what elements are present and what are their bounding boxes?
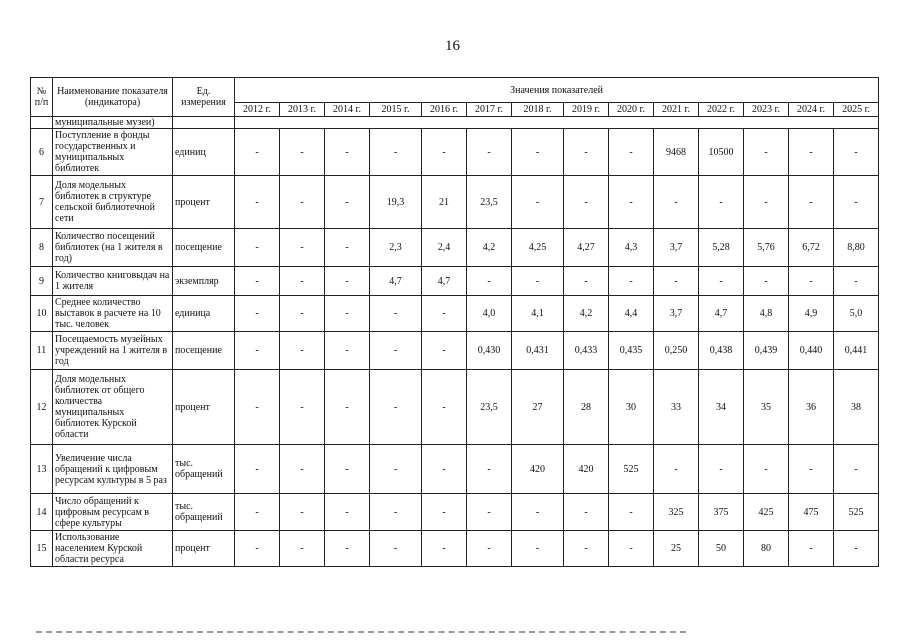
value-cell: 4,7: [370, 267, 422, 296]
value-cell: 375: [699, 494, 744, 531]
header-year: 2016 г.: [422, 103, 467, 117]
value-cell: 25: [654, 531, 699, 567]
unit-cell: тыс. обращений: [173, 494, 235, 531]
value-cell: -: [422, 332, 467, 370]
value-cell: 475: [789, 494, 834, 531]
value-cell: 4,7: [422, 267, 467, 296]
value-cell: -: [235, 267, 280, 296]
value-cell: 80: [744, 531, 789, 567]
value-cell: -: [370, 332, 422, 370]
value-cell: -: [564, 494, 609, 531]
row-number: 12: [31, 370, 53, 445]
value-cell: -: [422, 445, 467, 494]
value-cell: -: [512, 267, 564, 296]
header-num: № п/п: [31, 78, 53, 117]
value-cell: 0,250: [654, 332, 699, 370]
unit-cell: процент: [173, 531, 235, 567]
value-cell: 9468: [654, 129, 699, 176]
unit-cell: тыс. обращений: [173, 445, 235, 494]
value-cell: -: [235, 332, 280, 370]
value-cell: -: [280, 332, 325, 370]
value-cell: 525: [834, 494, 879, 531]
header-year: 2013 г.: [280, 103, 325, 117]
value-cell: -: [789, 445, 834, 494]
value-cell: -: [467, 129, 512, 176]
value-cell: -: [609, 176, 654, 229]
header-name: Наименование показателя (индикатора): [53, 78, 173, 117]
value-cell: 0,441: [834, 332, 879, 370]
value-cell: -: [370, 494, 422, 531]
value-cell: 2,3: [370, 229, 422, 267]
header-year: 2022 г.: [699, 103, 744, 117]
value-cell: -: [834, 531, 879, 567]
value-cell: 4,2: [564, 296, 609, 332]
value-cell: -: [467, 445, 512, 494]
value-cell: 4,0: [467, 296, 512, 332]
indicators-table: [30, 77, 879, 567]
value-cell: -: [325, 531, 370, 567]
value-cell: 23,5: [467, 370, 512, 445]
value-cell: -: [512, 129, 564, 176]
value-cell: -: [422, 129, 467, 176]
value-cell: 8,80: [834, 229, 879, 267]
table-row: [31, 531, 879, 567]
row-number: 10: [31, 296, 53, 332]
value-cell: -: [422, 370, 467, 445]
value-cell: 0,431: [512, 332, 564, 370]
table-row: [31, 296, 879, 332]
value-cell: 420: [564, 445, 609, 494]
indicator-name: Количество посещений библиотек (на 1 жителя в год): [53, 229, 173, 267]
value-cell: -: [699, 267, 744, 296]
table-row: [31, 494, 879, 531]
unit-cell: процент: [173, 370, 235, 445]
value-cell: -: [512, 176, 564, 229]
row-number: 8: [31, 229, 53, 267]
value-cell: 4,25: [512, 229, 564, 267]
value-cell: -: [609, 129, 654, 176]
value-cell: -: [325, 445, 370, 494]
value-cell: 38: [834, 370, 879, 445]
value-cell: -: [834, 129, 879, 176]
value-cell: -: [280, 176, 325, 229]
value-cell: -: [609, 267, 654, 296]
value-cell: -: [235, 296, 280, 332]
header-year: 2018 г.: [512, 103, 564, 117]
value-cell: -: [280, 494, 325, 531]
value-cell: 4,27: [564, 229, 609, 267]
indicator-name: Посещаемость музейных учреждений на 1 жителя в год: [53, 332, 173, 370]
unit-cell: процент: [173, 176, 235, 229]
value-cell: 34: [699, 370, 744, 445]
unit-cell: единиц: [173, 129, 235, 176]
value-cell: -: [467, 267, 512, 296]
value-cell: 10500: [699, 129, 744, 176]
value-cell: 0,440: [789, 332, 834, 370]
value-cell: -: [370, 370, 422, 445]
continuation-num: [31, 117, 53, 129]
value-cell: -: [744, 176, 789, 229]
value-cell: -: [654, 267, 699, 296]
value-cell: 4,4: [609, 296, 654, 332]
bottom-rule: [36, 631, 686, 633]
value-cell: 28: [564, 370, 609, 445]
value-cell: 4,7: [699, 296, 744, 332]
unit-cell: единица: [173, 296, 235, 332]
row-number: 9: [31, 267, 53, 296]
value-cell: -: [834, 445, 879, 494]
value-cell: 6,72: [789, 229, 834, 267]
value-cell: 4,2: [467, 229, 512, 267]
value-cell: -: [834, 176, 879, 229]
value-cell: -: [834, 267, 879, 296]
value-cell: 420: [512, 445, 564, 494]
header-year: 2014 г.: [325, 103, 370, 117]
row-number: 15: [31, 531, 53, 567]
value-cell: -: [512, 531, 564, 567]
row-number: 11: [31, 332, 53, 370]
value-cell: 4,9: [789, 296, 834, 332]
indicator-name: Использование населением Курской области ресурса: [53, 531, 173, 567]
value-cell: -: [325, 332, 370, 370]
value-cell: 4,3: [609, 229, 654, 267]
value-cell: -: [235, 129, 280, 176]
value-cell: -: [280, 296, 325, 332]
value-cell: 3,7: [654, 296, 699, 332]
value-cell: 5,76: [744, 229, 789, 267]
value-cell: 33: [654, 370, 699, 445]
indicator-name: Поступление в фонды государственных и муниципальных библиотек: [53, 129, 173, 176]
indicator-name: Увеличение числа обращений к цифровым ресурсам культуры в 5 раз: [53, 445, 173, 494]
indicator-name: Число обращений к цифровым ресурсам в сфере культуры: [53, 494, 173, 531]
value-cell: 50: [699, 531, 744, 567]
value-cell: 23,5: [467, 176, 512, 229]
page-number: 16: [445, 38, 460, 54]
value-cell: -: [325, 296, 370, 332]
value-cell: -: [235, 531, 280, 567]
table-row: [31, 229, 879, 267]
table-row: [31, 445, 879, 494]
value-cell: -: [564, 531, 609, 567]
indicator-name: Количество книговыдач на 1 жителя: [53, 267, 173, 296]
value-cell: -: [789, 129, 834, 176]
value-cell: -: [564, 267, 609, 296]
value-cell: -: [370, 445, 422, 494]
value-cell: -: [280, 229, 325, 267]
value-cell: -: [235, 370, 280, 445]
value-cell: -: [744, 129, 789, 176]
value-cell: -: [325, 267, 370, 296]
value-cell: -: [564, 176, 609, 229]
value-cell: -: [789, 176, 834, 229]
value-cell: 2,4: [422, 229, 467, 267]
value-cell: 35: [744, 370, 789, 445]
value-cell: -: [235, 445, 280, 494]
value-cell: -: [699, 176, 744, 229]
value-cell: -: [280, 267, 325, 296]
value-cell: -: [422, 494, 467, 531]
header-year: 2021 г.: [654, 103, 699, 117]
value-cell: 325: [654, 494, 699, 531]
header-year: 2024 г.: [789, 103, 834, 117]
value-cell: 0,430: [467, 332, 512, 370]
value-cell: -: [564, 129, 609, 176]
value-cell: 21: [422, 176, 467, 229]
table-row: [31, 267, 879, 296]
unit-cell: экземпляр: [173, 267, 235, 296]
continuation-name: муниципальные музеи): [53, 117, 173, 129]
value-cell: -: [699, 445, 744, 494]
value-cell: -: [325, 176, 370, 229]
value-cell: -: [467, 494, 512, 531]
value-cell: 425: [744, 494, 789, 531]
row-number: 6: [31, 129, 53, 176]
value-cell: -: [370, 296, 422, 332]
value-cell: -: [280, 445, 325, 494]
header-year: 2019 г.: [564, 103, 609, 117]
table-row: [31, 370, 879, 445]
value-cell: -: [280, 129, 325, 176]
unit-cell: посещение: [173, 332, 235, 370]
value-cell: -: [235, 229, 280, 267]
value-cell: -: [789, 531, 834, 567]
value-cell: -: [789, 267, 834, 296]
header-year: 2023 г.: [744, 103, 789, 117]
value-cell: 4,8: [744, 296, 789, 332]
value-cell: -: [744, 445, 789, 494]
indicator-name: Среднее количество выставок в расчете на 10 тыс. человек: [53, 296, 173, 332]
value-cell: -: [467, 531, 512, 567]
value-cell: -: [235, 494, 280, 531]
value-cell: 36: [789, 370, 834, 445]
header-year: 2012 г.: [235, 103, 280, 117]
value-cell: -: [325, 494, 370, 531]
value-cell: -: [744, 267, 789, 296]
continuation-values: [235, 117, 879, 129]
value-cell: 27: [512, 370, 564, 445]
row-number: 14: [31, 494, 53, 531]
header-unit: Ед. измерения: [173, 78, 235, 117]
value-cell: -: [422, 531, 467, 567]
table-row: [31, 332, 879, 370]
value-cell: -: [325, 229, 370, 267]
header-values-group: Значения показателей: [235, 78, 879, 103]
value-cell: -: [370, 531, 422, 567]
value-cell: -: [609, 531, 654, 567]
row-number: 13: [31, 445, 53, 494]
indicator-name: Доля модельных библиотек в структуре сельской библиотечной сети: [53, 176, 173, 229]
header-year: 2020 г.: [609, 103, 654, 117]
value-cell: 4,1: [512, 296, 564, 332]
value-cell: -: [280, 531, 325, 567]
value-cell: 19,3: [370, 176, 422, 229]
value-cell: 5,28: [699, 229, 744, 267]
value-cell: -: [654, 445, 699, 494]
value-cell: 0,439: [744, 332, 789, 370]
header-year: 2017 г.: [467, 103, 512, 117]
value-cell: 30: [609, 370, 654, 445]
value-cell: -: [235, 176, 280, 229]
value-cell: 0,433: [564, 332, 609, 370]
indicator-name: Доля модельных библиотек от общего количества муниципальных библиотек Курской области: [53, 370, 173, 445]
value-cell: 0,438: [699, 332, 744, 370]
value-cell: -: [512, 494, 564, 531]
value-cell: -: [325, 370, 370, 445]
value-cell: -: [370, 129, 422, 176]
value-cell: 0,435: [609, 332, 654, 370]
unit-cell: посещение: [173, 229, 235, 267]
value-cell: -: [422, 296, 467, 332]
value-cell: -: [609, 494, 654, 531]
table-row: [31, 129, 879, 176]
value-cell: 3,7: [654, 229, 699, 267]
value-cell: -: [280, 370, 325, 445]
value-cell: 5,0: [834, 296, 879, 332]
header-year: 2025 г.: [834, 103, 879, 117]
table-row: [31, 176, 879, 229]
row-number: 7: [31, 176, 53, 229]
value-cell: 525: [609, 445, 654, 494]
header-year: 2015 г.: [370, 103, 422, 117]
value-cell: -: [654, 176, 699, 229]
continuation-unit: [173, 117, 235, 129]
value-cell: -: [325, 129, 370, 176]
